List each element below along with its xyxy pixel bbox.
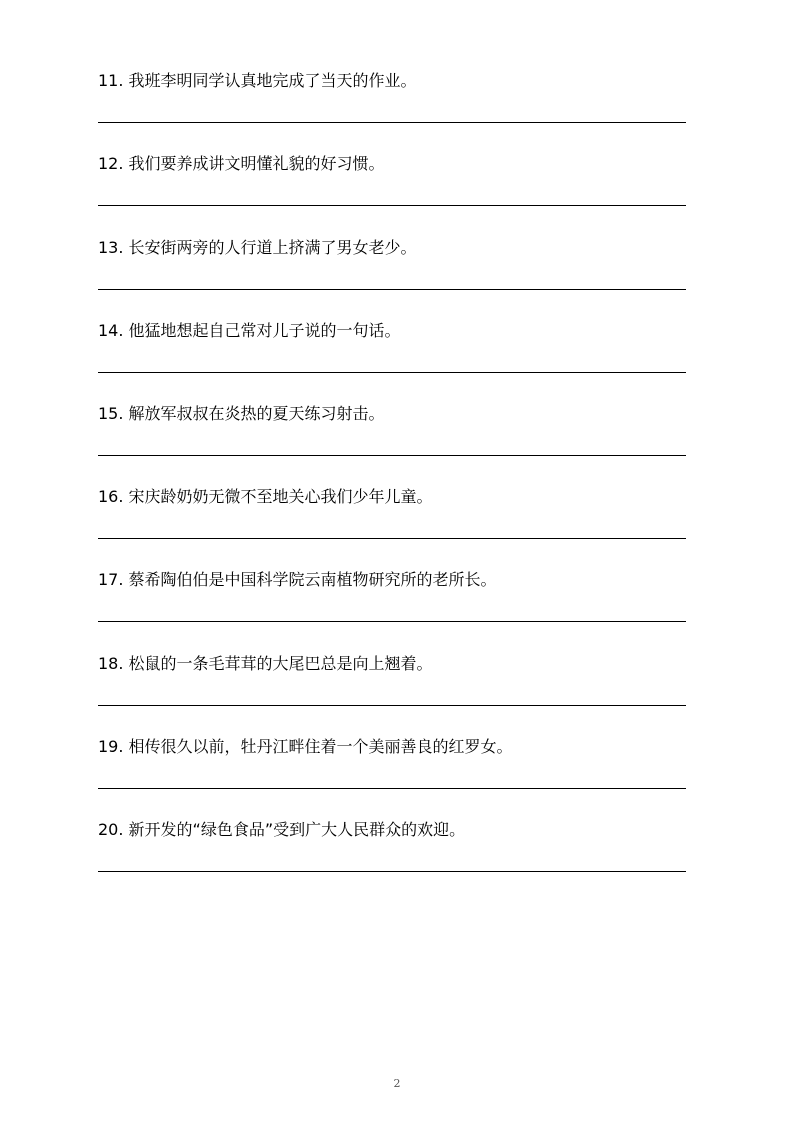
question-20 [98, 820, 688, 840]
question-14 [98, 321, 688, 341]
question-16 [98, 487, 688, 507]
question-13 [98, 238, 688, 258]
question-text: 12. 我们要养成讲文明懂礼貌的好习惯。 [98, 154, 385, 173]
question-text: 15. 解放军叔叔在炎热的夏天练习射击。 [98, 404, 385, 423]
question-18 [98, 654, 688, 674]
question-text: 14. 他猛地想起自己常对儿子说的一句话。 [98, 321, 401, 340]
question-19 [98, 737, 688, 757]
question-12 [98, 154, 688, 174]
answer-line[interactable] [98, 455, 686, 456]
question-text: 16. 宋庆龄奶奶无微不至地关心我们少年儿童。 [98, 487, 433, 506]
answer-line[interactable] [98, 705, 686, 706]
answer-line[interactable] [98, 538, 686, 539]
answer-line[interactable] [98, 788, 686, 789]
question-text: 13. 长安街两旁的人行道上挤满了男女老少。 [98, 238, 417, 257]
answer-line[interactable] [98, 621, 686, 622]
question-text: 18. 松鼠的一条毛茸茸的大尾巴总是向上翘着。 [98, 654, 433, 673]
answer-line[interactable] [98, 372, 686, 373]
question-text: 17. 蔡希陶伯伯是中国科学院云南植物研究所的老所长。 [98, 570, 497, 589]
question-text: 19. 相传很久以前，牡丹江畔住着一个美丽善良的红罗女。 [98, 737, 513, 756]
question-15 [98, 404, 688, 424]
question-text: 11. 我班李明同学认真地完成了当天的作业。 [98, 71, 417, 90]
question-11 [98, 71, 688, 91]
question-17 [98, 570, 688, 590]
answer-line[interactable] [98, 122, 686, 123]
answer-line[interactable] [98, 289, 686, 290]
answer-line[interactable] [98, 205, 686, 206]
answer-line[interactable] [98, 871, 686, 872]
page-number: 2 [393, 1077, 401, 1090]
question-text: 20. 新开发的“绿色食品”受到广大人民群众的欢迎。 [98, 820, 466, 839]
